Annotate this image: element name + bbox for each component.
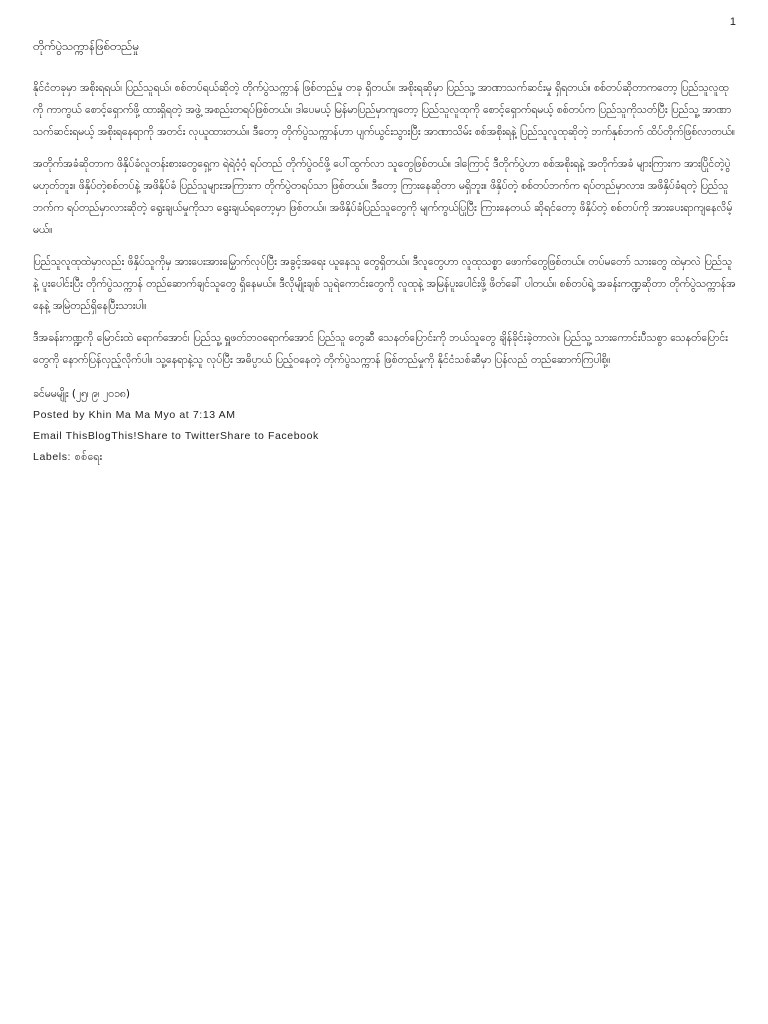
post-title: တိုက်ပွဲသက္ကာန်ဖြစ်တည်မှု [33, 39, 139, 53]
page-number: 1 [729, 16, 736, 28]
share-links [33, 429, 737, 444]
post-byline [33, 408, 737, 423]
post-paragraph-2: အတိုက်အခံဆိုတာက ဖိနှိပ်ခံလူတန်းစားတွေရှေ့က ရဲရဲဝံ့ဝံ့ ရပ်တည် တိုက်ပွဲဝင်ဖို့ ပေါ်ထွက်လာ သူတွေဖြစ်တယ်။ ဒါကြောင့် ဒီတိုက်ပွဲဟာ စစ်အစိုးရနဲ့ အတိုက်အခံ များကြားက အားပြိုင်တဲ့ပွဲ မဟုတ်ဘူး။ ဖိနှိပ်တဲ့စစ်တပ်နဲ့ အဖိနှိပ်ခံ ပြည်သူများအကြားက တိုက်ပွဲတရပ်သာ ဖြစ်တယ်။ ဒီတော့ ကြားနေဆိုတာ မရှိဘူး။ ဖိနှိပ်တဲ့ စစ်တပ်ဘက်က ရပ်တည်မှာလား၊ အဖိနှိပ်ခံရတဲ့ ပြည်သူဘက်က ရပ်တည်မှာလားဆိုတဲ့ ရွေးချယ်မှုကိုသာ ရွေးချယ်ရတော့မှာ ဖြစ်တယ်။ အဖိနှိပ်ခံပြည်သူတွေကို မျက်ကွယ်ပြုပြီး ကြားနေတယ် ဆိုရင်တော့ ဖိနှိပ်တဲ့ စစ်တပ်ကို အားပေးရာကျနေလိမ့်မယ်။ [33, 158, 733, 236]
post-time-link[interactable]: 7:13 AM [192, 409, 236, 421]
labels-prefix: Labels: [33, 451, 72, 463]
share-twitter-link[interactable]: Share to Twitter [137, 430, 220, 442]
share-facebook-link[interactable]: Share to Facebook [219, 430, 319, 442]
blog-post [33, 38, 737, 471]
post-signature: ခင်မမမျိုး (၂၅၊ ၉၊ ၂၀၁၈) [33, 388, 131, 400]
label-link[interactable]: စစ်ရေး [74, 451, 103, 463]
email-this-link[interactable]: Email This [33, 430, 88, 442]
post-labels [33, 450, 737, 465]
post-paragraph-4: ဒီအခန်းကဏ္ဍကို မြောင်းထဲ ရောက်အောင်၊ ပြည်သူ့ ရှူဖတ်ဘဝရောက်အောင် ပြည်သူ တွေဆီ သေနတ်ပြောင်းကို ဘယ်သူတွေ ချိန်ခိုင်းခဲ့တာလဲ။ ပြည်သူ့ သားကောင်းပီသစွာ သေနတ်ပြောင်းတွေကို နောက်ပြန်လှည့်လိုက်ပါ။ သူ့နေရာနဲ့သူ လုပ်ပြီး အဓိပ္ပာယ် ပြည့်ဝနေတဲ့ တိုက်ပွဲသက္ကာန် ဖြစ်တည်မှုကို နိုင်ငံသစ်ဆီမှာ ပြန်လည် တည်ဆောက်ကြပါစို့။ [33, 332, 728, 366]
post-paragraph-1: နိုင်ငံတခုမှာ အစိုးရရယ်၊ ပြည်သူရယ်၊ စစ်တပ်ရယ်ဆိုတဲ့ တိုက်ပွဲသက္ကာန် ဖြစ်တည်မှု တခု ရှိတယ်။ အစိုးရဆိုမှာ ပြည်သူ့ အာဏာသက်ဆင်းမှု ရှိရတယ်။ စစ်တပ်ဆိုတာကတော့ ပြည်သူလူထုကို ကာကွယ် စောင့်ရှောက်ဖို့ ထားရှိရတဲ့ အဖွဲ့ အစည်းတရပ်ဖြစ်တယ်။ ဒါပေမယ့် မြန်မာပြည်မှာကျတော့ ပြည်သူလူထုကို စောင့်ရှောက်ရမယ့် စစ်တပ်က ပြည်သူကိုသတ်ပြီး ပြည်သူ့ အာဏာသက်ဆင်းရမယ့် အစိုးရနေရာကို အတင်း လုယူထားတယ်။ ဒီတော့ တိုက်ပွဲသက္ကာန်ဟာ ပျက်ယွင်းသွားပြီး အာဏာသိမ်း စစ်အစိုးရနဲ့ ပြည်သူလူထုဆိုတဲ့ ဘက်နှစ်ဘက် ထိပ်တိုက်ဖြစ်လာတယ်။ [33, 82, 735, 138]
posted-by-label: Posted by [33, 409, 86, 421]
blog-this-link[interactable]: BlogThis! [87, 430, 137, 442]
author-link[interactable]: Khin Ma Ma Myo [88, 409, 176, 421]
post-paragraph-3: ပြည်သူလူထုထဲမှာလည်း ဖိနှိပ်သူကိုမှ အားပေးအားမြှောက်လုပ်ပြီး အခွင့်အရေး ယူနေသူ တွေရှိတယ်။ ဒီလူတွေဟာ လူထုသစ္စာ ဖောက်တွေဖြစ်တယ်။ တပ်မတော် သားတွေ ထဲမှာလဲ ပြည်သူနဲ့ ပူးပေါင်းပြီး တိုက်ပွဲသက္ကာန် တည်ဆောက်ချင်သူတွေ ရှိနေမယ်။ ဒီလိုမျိုးချစ် သူရဲကောင်းတွေကို လူထုနဲ့ အမြန်ပူးပေါင်းဖို့ ဖိတ်ခေါ် ပါတယ်။ စစ်တပ်ရဲ့ အခန်းကဏ္ဍဆိုတာ တိုက်ပွဲသက္ကာန်အနေနဲ့ အမြဲတည်ရှိနေပြီးသားပါ။ [33, 256, 736, 312]
at-label: at [179, 409, 190, 421]
